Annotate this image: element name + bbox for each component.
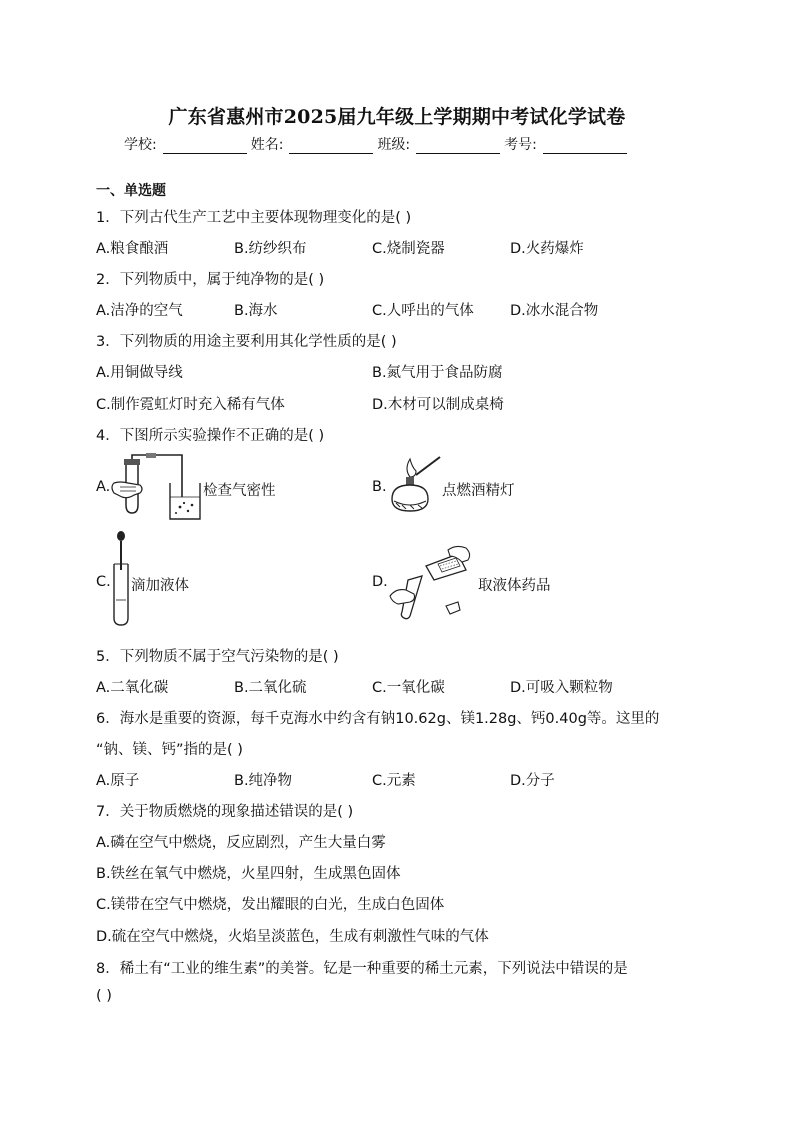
q4-option-d[interactable]: D.	[372, 574, 388, 590]
question-7-stem: 7．关于物质燃烧的现象描述错误的是( )	[96, 804, 354, 820]
q6-option-b[interactable]: B.纯净物	[234, 773, 293, 789]
q1-option-c[interactable]: C.烧制瓷器	[372, 241, 445, 257]
q7-option-a[interactable]: A.磷在空气中燃烧，反应剧烈，产生大量白雾	[96, 835, 386, 851]
q3-option-b[interactable]: B.氮气用于食品防腐	[372, 365, 503, 381]
q7-option-b[interactable]: B.铁丝在氧气中燃烧，火星四射，生成黑色固体	[96, 866, 401, 882]
q7-option-d[interactable]: D.硫在空气中燃烧，火焰呈淡蓝色，生成有刺激性气味的气体	[96, 929, 489, 945]
section-heading: 一、单选题	[96, 183, 166, 199]
q1-option-a[interactable]: A.粮食酿酒	[96, 241, 169, 257]
q5-option-a[interactable]: A.二氧化碳	[96, 680, 169, 696]
q4-caption-c: 滴加液体	[131, 578, 189, 594]
school-field[interactable]	[163, 137, 247, 154]
q6-option-a[interactable]: A.原子	[96, 773, 140, 789]
q4-caption-a: 检查气密性	[203, 483, 276, 499]
q3-option-a[interactable]: A.用铜做导线	[96, 365, 183, 381]
q2-option-c[interactable]: C.人呼出的气体	[372, 303, 474, 319]
airtightness-check-illustration	[108, 453, 204, 523]
student-info-line	[124, 134, 631, 154]
q5-option-c[interactable]: C.一氧化碳	[372, 680, 445, 696]
number-field[interactable]	[543, 137, 627, 154]
q4-caption-b: 点燃酒精灯	[442, 483, 515, 499]
q4-caption-d: 取液体药品	[478, 578, 551, 594]
q6-option-d[interactable]: D.分子	[510, 773, 555, 789]
q4-option-a[interactable]: A.	[96, 479, 111, 495]
q2-option-d[interactable]: D.冰水混合物	[510, 303, 599, 319]
q7-option-c[interactable]: C.镁带在空气中燃烧，发出耀眼的白光，生成白色固体	[96, 897, 445, 913]
name-label: 姓名:	[250, 137, 284, 153]
q5-option-d[interactable]: D.可吸入颗粒物	[510, 680, 613, 696]
class-label: 班级:	[377, 137, 411, 153]
question-8-stem: 8．稀土有“工业的维生素”的美誉。钇是一种重要的稀土元素，下列说法中错误的是	[96, 961, 628, 977]
question-2-stem: 2．下列物质中，属于纯净物的是( )	[96, 272, 325, 288]
q4-option-c[interactable]: C.	[96, 574, 111, 590]
pouring-reagent-illustration	[386, 544, 472, 620]
name-field[interactable]	[289, 137, 373, 154]
class-field[interactable]	[416, 137, 500, 154]
question-6-stem-cont: “钠、镁、钙”指的是( )	[96, 742, 243, 758]
page-title: 广东省惠州市2025届九年级上学期期中考试化学试卷	[168, 106, 626, 128]
q1-option-b[interactable]: B.纺纱织布	[234, 241, 307, 257]
question-1-stem: 1．下列古代生产工艺中主要体现物理变化的是( )	[96, 210, 412, 226]
q2-option-b[interactable]: B.海水	[234, 303, 278, 319]
q3-option-d[interactable]: D.木材可以制成桌椅	[372, 397, 504, 413]
question-8-stem-cont: ( )	[96, 988, 112, 1004]
alcohol-lamp-illustration	[386, 453, 444, 521]
school-label: 学校:	[124, 137, 157, 153]
question-6-stem: 6．海水是重要的资源，每千克海水中约含有钠10.62g、镁1.28g、钙0.40g等。这里的	[96, 711, 660, 727]
q6-option-c[interactable]: C.元素	[372, 773, 416, 789]
question-3-stem: 3．下列物质的用途主要利用其化学性质的是( )	[96, 334, 397, 350]
q5-option-b[interactable]: B.二氧化硫	[234, 680, 307, 696]
number-label: 考号:	[504, 137, 537, 153]
q1-option-d[interactable]: D.火药爆炸	[510, 241, 584, 257]
q4-option-b[interactable]: B.	[372, 479, 387, 495]
q2-option-a[interactable]: A.洁净的空气	[96, 303, 183, 319]
question-5-stem: 5．下列物质不属于空气污染物的是( )	[96, 649, 339, 665]
question-4-stem: 4．下图所示实验操作不正确的是( )	[96, 428, 325, 444]
q3-option-c[interactable]: C.制作霓虹灯时充入稀有气体	[96, 397, 285, 413]
